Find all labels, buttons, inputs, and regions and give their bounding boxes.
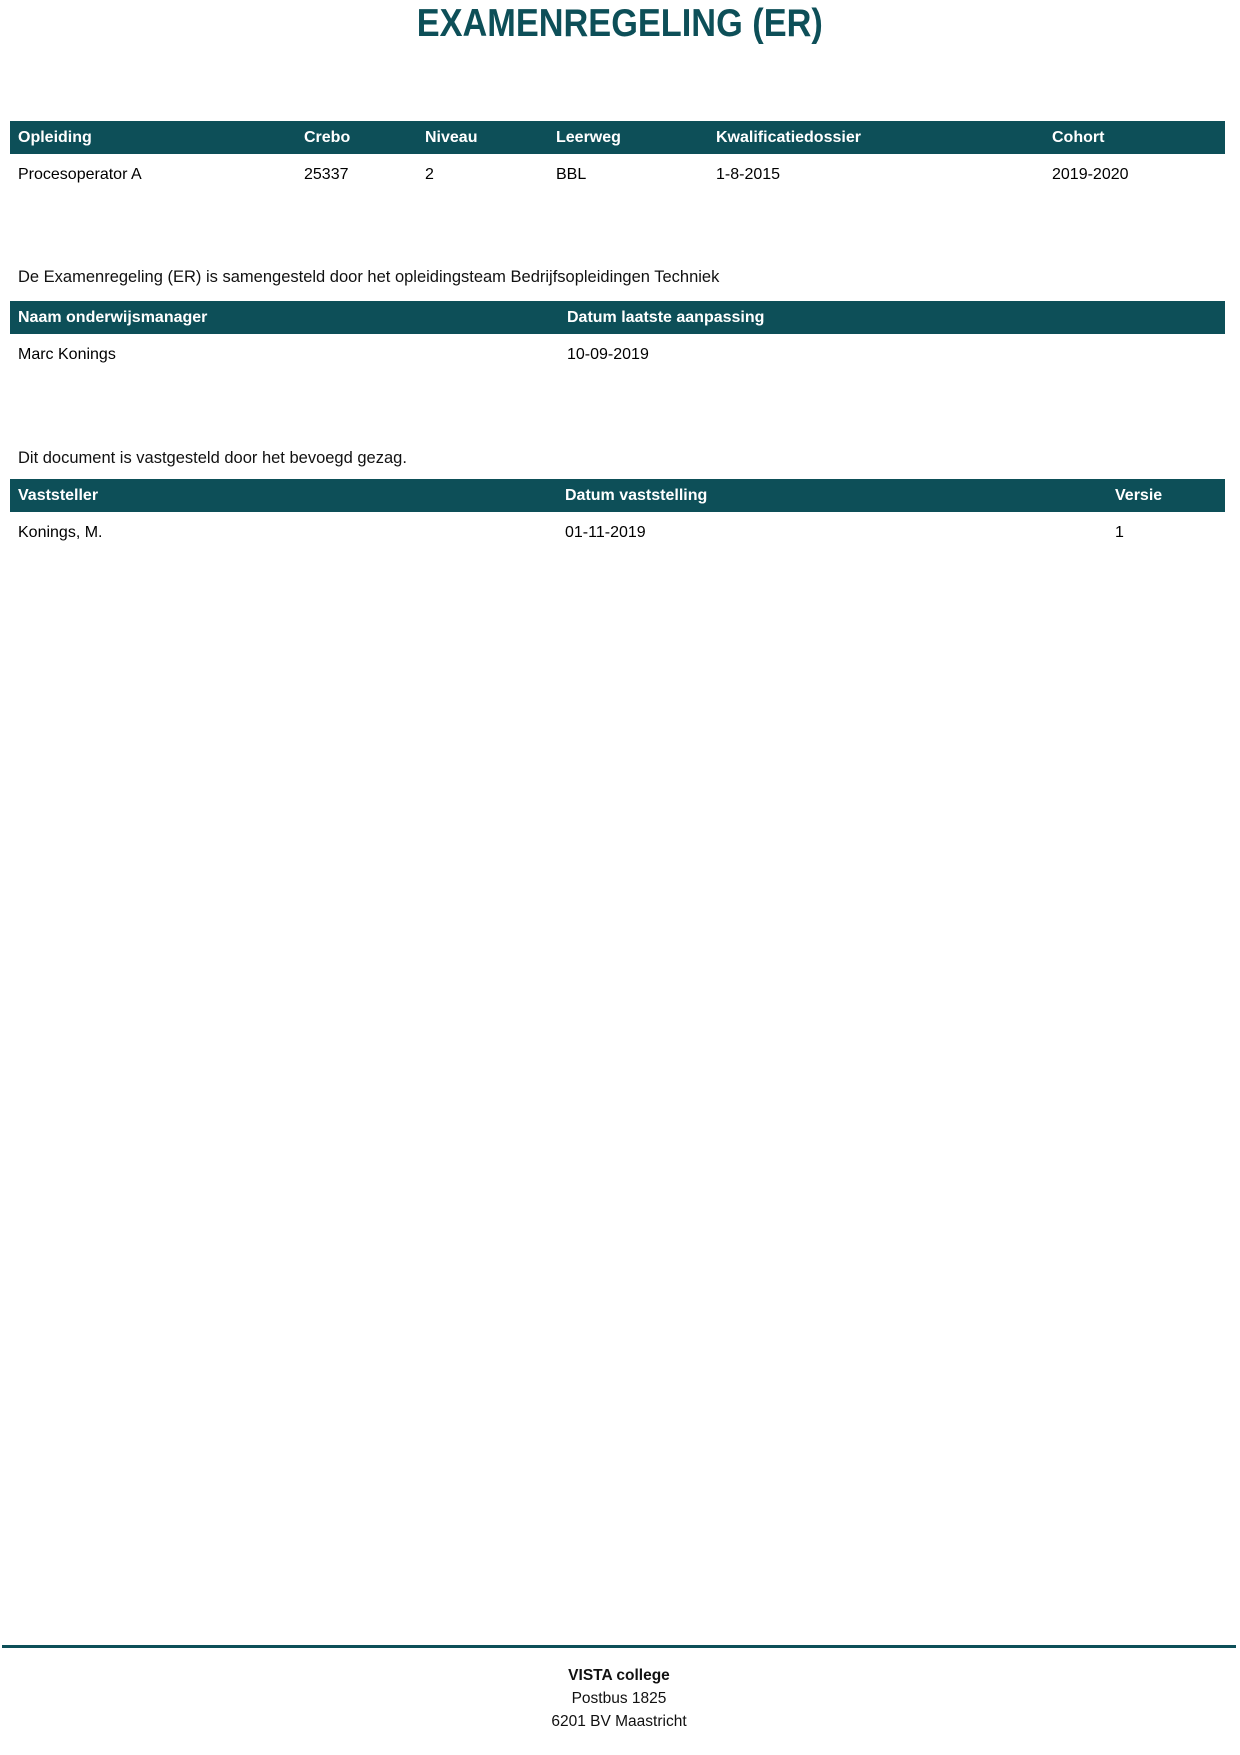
page-footer [2,1645,1236,1755]
cell-niveau: 2 [425,166,434,183]
content-area [10,121,1225,552]
program-table [10,121,1225,194]
cell-crebo: 25337 [304,166,349,183]
footer-organization: VISTA college [568,1667,670,1684]
column-header-versie: Versie [1107,479,1225,512]
cell-versie: 1 [1115,524,1124,541]
column-header-naam-onderwijsmanager: Naam onderwijsmanager [10,301,559,334]
approval-table [10,479,1225,552]
table-row [10,512,1225,552]
program-table-header-row [10,121,1225,154]
column-header-datum-laatste-aanpassing: Datum laatste aanpassing [559,301,1225,334]
cell-kwalificatiedossier: 1-8-2015 [716,166,781,183]
column-header-cohort: Cohort [1044,121,1225,154]
cell-datum-laatste-aanpassing: 10-09-2019 [567,346,649,363]
cell-naam-onderwijsmanager: Marc Konings [18,346,116,363]
column-header-kwalificatiedossier: Kwalificatiedossier [708,121,1044,154]
page-title: EXAMENREGELING (ER) [416,2,824,45]
column-header-leerweg: Leerweg [548,121,708,154]
cell-datum-vaststelling: 01-11-2019 [565,524,646,541]
footer-address-line-2: 6201 BV Maastricht [551,1713,687,1730]
team-table-header-row [10,301,1225,334]
cell-leerweg: BBL [556,166,587,183]
approval-table-header-row [10,479,1225,512]
table-row [10,334,1225,374]
table-row [10,154,1225,194]
team-intro-text: De Examenregeling (ER) is samengesteld door het opleidingsteam Bedrijfsopleidingen Techniek [18,268,720,286]
column-header-datum-vaststelling: Datum vaststelling [557,479,1107,512]
column-header-niveau: Niveau [417,121,548,154]
team-table [10,301,1225,374]
column-header-crebo: Crebo [296,121,417,154]
footer-address-line-1: Postbus 1825 [571,1690,667,1707]
cell-cohort: 2019-2020 [1052,166,1129,183]
approval-intro-text: Dit document is vastgesteld door het bevoegd gezag. [18,449,407,467]
cell-vaststeller: Konings, M. [18,524,103,541]
column-header-opleiding: Opleiding [10,121,296,154]
cell-opleiding: Procesoperator A [18,166,142,183]
title-block [0,0,1240,56]
column-header-vaststeller: Vaststeller [10,479,557,512]
